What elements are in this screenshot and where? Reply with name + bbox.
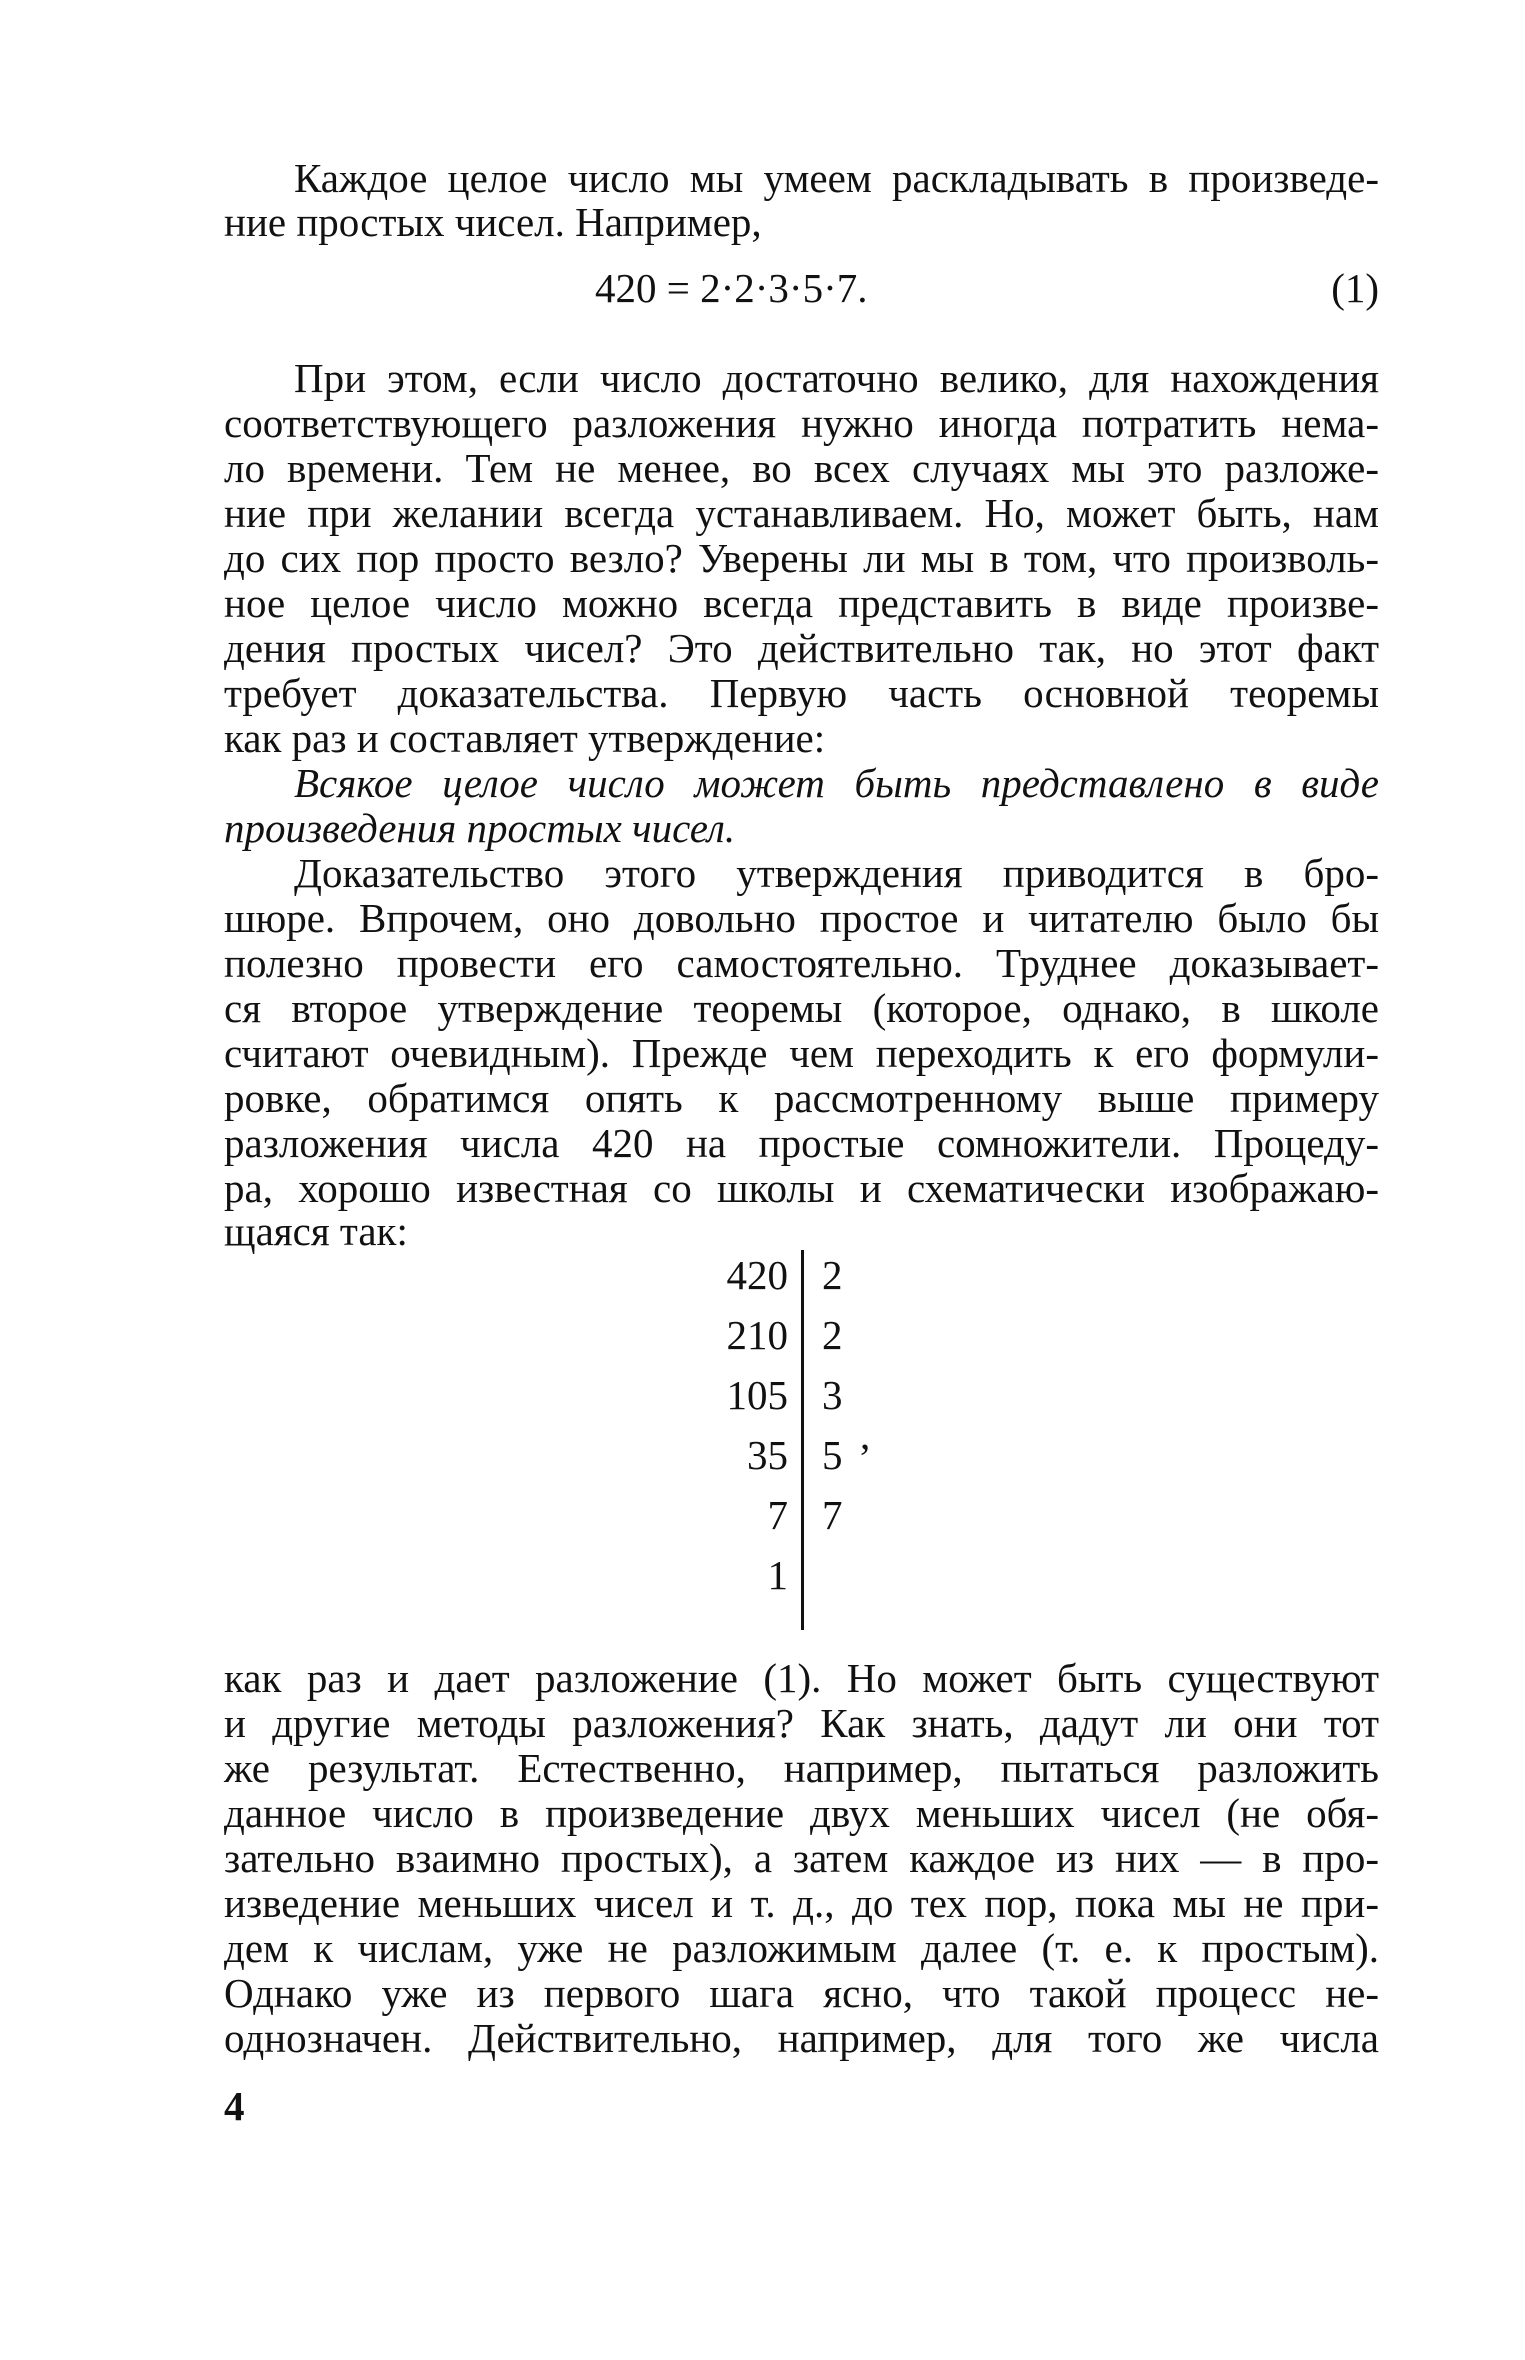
dividend-cell: 210 <box>726 1312 788 1358</box>
paragraph-line: ное целое число можно всегда представить в виде произве- <box>224 580 1379 626</box>
paragraph-line: Доказательство этого утверждения приводится в бро- <box>294 850 1379 896</box>
theorem-statement-line: произведения простых чисел. <box>224 805 736 851</box>
factor-cell: 7 <box>822 1492 843 1538</box>
paragraph-line: же результат. Естественно, например, пытаться разложить <box>224 1745 1379 1791</box>
page-number: 4 <box>224 2083 245 2129</box>
paragraph-line: как раз и составляет утверждение: <box>224 715 826 761</box>
paragraph-line: как раз и дает разложение (1). Но может быть существуют <box>224 1655 1379 1701</box>
paragraph-line: данное число в произведение двух меньших чисел (не обя- <box>224 1790 1379 1836</box>
paragraph-line: и другие методы разложения? Как знать, дадут ли они тот <box>224 1700 1379 1746</box>
dividend-cell: 105 <box>726 1372 788 1418</box>
paragraph-line: ло времени. Тем не менее, во всех случаях мы это разложе- <box>224 445 1379 491</box>
table-trailing-comma: , <box>860 1412 871 1458</box>
paragraph-line: дем к числам, уже не разложимым далее (т. е. к простым). <box>224 1925 1379 1971</box>
paragraph-line: соответствующего разложения нужно иногда потратить нема- <box>224 400 1379 446</box>
paragraph-line: ние при желании всегда устанавливаем. Но, может быть, нам <box>224 490 1379 536</box>
theorem-statement-line: Всякое целое число может быть представлено в виде <box>294 760 1379 806</box>
paragraph-line: изведение меньших чисел и т. д., до тех пор, пока мы не при- <box>224 1880 1379 1926</box>
paragraph-line: разложения числа 420 на простые сомножители. Процеду- <box>224 1120 1379 1166</box>
paragraph-line: зательно взаимно простых), а затем каждое из них — в про- <box>224 1835 1379 1881</box>
paragraph-line: Каждое целое число мы умеем раскладывать в произведе- <box>294 155 1379 201</box>
paragraph-line: Однако уже из первого шага ясно, что такой процесс не- <box>224 1970 1379 2016</box>
factorization-table <box>690 1250 950 1630</box>
paragraph-line: считают очевидным). Прежде чем переходить к его формули- <box>224 1030 1379 1076</box>
paragraph-line: полезно провести его самостоятельно. Труднее доказывает- <box>224 940 1379 986</box>
table-divider <box>801 1250 804 1630</box>
paragraph-line: щаяся так: <box>224 1208 408 1254</box>
paragraph-line: до сих пор просто везло? Уверены ли мы в том, что произволь- <box>224 535 1379 581</box>
paragraph-line: При этом, если число достаточно велико, для нахождения <box>294 355 1379 401</box>
dividend-cell: 420 <box>726 1252 788 1298</box>
formula-label: (1) <box>1331 265 1379 311</box>
paragraph-line: ние простых чисел. Например, <box>224 199 762 245</box>
dividend-cell: 7 <box>767 1492 788 1538</box>
formula: 420 = 2·2·3·5·7. <box>595 265 868 311</box>
paragraph-line: ра, хорошо известная со школы и схематически изображаю- <box>224 1165 1379 1211</box>
factor-cell: 2 <box>822 1252 843 1298</box>
paragraph-line: однозначен. Действительно, например, для того же числа <box>224 2015 1379 2061</box>
dividend-cell: 35 <box>747 1432 788 1478</box>
paragraph-line: дения простых чисел? Это действительно так, но этот факт <box>224 625 1379 671</box>
paragraph-line: ся второе утверждение теоремы (которое, однако, в школе <box>224 985 1379 1031</box>
paragraph-line: требует доказательства. Первую часть основной теоремы <box>224 670 1379 716</box>
factor-cell: 5 <box>822 1432 843 1478</box>
dividend-cell: 1 <box>767 1552 788 1598</box>
factor-cell: 3 <box>822 1372 843 1418</box>
paragraph-line: шюре. Впрочем, оно довольно простое и читателю было бы <box>224 895 1379 941</box>
paragraph-line: ровке, обратимся опять к рассмотренному выше примеру <box>224 1075 1379 1121</box>
factor-cell: 2 <box>822 1312 843 1358</box>
